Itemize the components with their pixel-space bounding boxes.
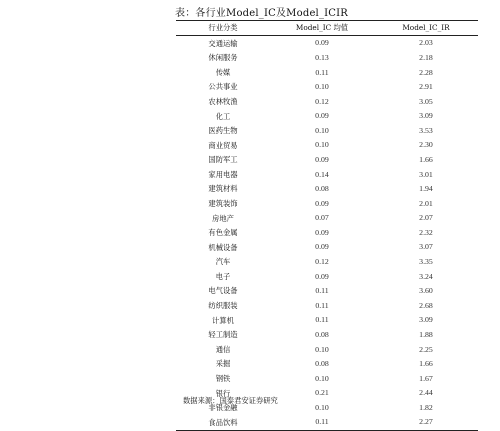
ic-ir-cell: 2.01 (419, 198, 433, 208)
industry-cell: 钢铁 (215, 373, 231, 383)
ic-mean-cell: 0.12 (315, 257, 329, 267)
data-source-note: 数据来源：国泰君安证券研究 (183, 396, 278, 405)
ic-ir-cell: 2.30 (419, 140, 433, 150)
header-industry: 行业分类 (208, 23, 238, 33)
table-body (176, 36, 478, 430)
industry-cell: 医药生物 (208, 126, 238, 136)
industry-cell: 银行 (215, 388, 231, 398)
table-row (176, 80, 478, 95)
table-row (176, 298, 478, 313)
industry-cell: 汽车 (215, 257, 231, 267)
ic-mean-cell: 0.11 (315, 286, 329, 296)
ic-mean-cell: 0.10 (315, 373, 329, 383)
ic-ir-cell: 2.91 (419, 82, 433, 92)
ic-ir-cell: 2.03 (419, 38, 433, 48)
industry-cell: 家用电器 (208, 169, 238, 179)
ic-mean-cell: 0.09 (315, 38, 329, 48)
ic-ir-cell: 1.82 (419, 402, 433, 412)
ic-ir-cell: 3.05 (419, 96, 433, 106)
ic-mean-cell: 0.09 (315, 242, 329, 252)
table-row (176, 182, 478, 197)
table-row (176, 196, 478, 211)
industry-cell: 有色金属 (208, 228, 238, 238)
ic-ir-cell: 3.09 (419, 111, 433, 121)
ic-ir-cell: 1.67 (419, 373, 433, 383)
industry-cell: 建筑材料 (208, 184, 238, 194)
industry-cell: 非银金融 (208, 403, 238, 413)
table-caption: 表：各行业Model_IC及Model_ICIR (175, 8, 349, 19)
table-row (176, 167, 478, 182)
ic-ir-cell: 1.88 (419, 329, 433, 339)
table-row (176, 226, 478, 241)
table-row (176, 36, 478, 51)
ic-mean-cell: 0.08 (315, 329, 329, 339)
ic-mean-cell: 0.11 (315, 315, 329, 325)
ic-ir-cell: 3.53 (419, 125, 433, 135)
industry-cell: 计算机 (212, 315, 234, 325)
table-row (176, 51, 478, 66)
table-row (176, 269, 478, 284)
table-row (176, 371, 478, 386)
ic-ir-cell: 2.25 (419, 344, 433, 354)
industry-cell: 采掘 (215, 359, 231, 369)
ic-ir-cell: 3.01 (419, 169, 433, 179)
table-row (176, 138, 478, 153)
ic-mean-cell: 0.09 (315, 111, 329, 121)
ic-mean-cell: 0.10 (315, 402, 329, 412)
industry-cell: 休闲服务 (208, 53, 238, 63)
ic-ir-cell: 2.27 (419, 417, 433, 427)
ic-ir-cell: 3.09 (419, 315, 433, 325)
industry-ic-table (176, 20, 478, 431)
ic-mean-cell: 0.09 (315, 271, 329, 281)
ic-ir-cell: 2.44 (419, 388, 433, 398)
table-row (176, 94, 478, 109)
ic-mean-cell: 0.07 (315, 213, 329, 223)
ic-ir-cell: 3.24 (419, 271, 433, 281)
ic-mean-cell: 0.11 (315, 67, 329, 77)
ic-ir-cell: 3.07 (419, 242, 433, 252)
ic-ir-cell: 1.66 (419, 155, 433, 165)
ic-mean-cell: 0.21 (315, 388, 329, 398)
industry-cell: 传媒 (215, 67, 231, 77)
ic-mean-cell: 0.12 (315, 96, 329, 106)
ic-mean-cell: 0.09 (315, 155, 329, 165)
ic-mean-cell: 0.10 (315, 344, 329, 354)
ic-mean-cell: 0.10 (315, 140, 329, 150)
industry-cell: 国防军工 (208, 155, 238, 165)
table-row (176, 313, 478, 328)
table-row (176, 415, 478, 430)
industry-cell: 商业贸易 (208, 140, 238, 150)
ic-mean-cell: 0.08 (315, 359, 329, 369)
ic-mean-cell: 0.11 (315, 417, 329, 427)
ic-mean-cell: 0.08 (315, 184, 329, 194)
ic-ir-cell: 2.28 (419, 67, 433, 77)
table-row (176, 109, 478, 124)
industry-cell: 农林牧渔 (208, 96, 238, 106)
industry-cell: 电气设备 (208, 286, 238, 296)
ic-ir-cell: 3.35 (419, 257, 433, 267)
table-row (176, 211, 478, 226)
ic-mean-cell: 0.09 (315, 227, 329, 237)
ic-ir-cell: 3.60 (419, 286, 433, 296)
industry-cell: 机械设备 (208, 242, 238, 252)
ic-ir-cell: 1.94 (419, 184, 433, 194)
ic-mean-cell: 0.11 (315, 300, 329, 310)
ic-mean-cell: 0.10 (315, 125, 329, 135)
table-row (176, 65, 478, 80)
header-model-ic-ir: Model_IC_IR (402, 23, 450, 33)
industry-cell: 轻工制造 (208, 330, 238, 340)
industry-cell: 交通运输 (208, 38, 238, 48)
ic-ir-cell: 2.68 (419, 300, 433, 310)
industry-cell: 纺织服装 (208, 301, 238, 311)
ic-mean-cell: 0.10 (315, 82, 329, 92)
industry-cell: 建筑装饰 (208, 199, 238, 208)
table-row (176, 342, 478, 357)
ic-mean-cell: 0.14 (315, 169, 329, 179)
table-row (176, 153, 478, 168)
table-header-row (176, 21, 478, 36)
ic-ir-cell: 1.66 (419, 359, 433, 369)
table-row (176, 255, 478, 270)
industry-cell: 公共事业 (208, 82, 238, 92)
industry-cell: 食品饮料 (208, 417, 238, 427)
table-row (176, 240, 478, 255)
table-row (176, 284, 478, 299)
industry-cell: 通信 (215, 344, 231, 354)
ic-mean-cell: 0.09 (315, 198, 329, 208)
ic-ir-cell: 2.07 (419, 213, 433, 223)
table-row (176, 123, 478, 138)
industry-cell: 化工 (215, 111, 231, 121)
table-row (176, 328, 478, 343)
industry-cell: 房地产 (212, 213, 234, 223)
industry-cell: 电子 (215, 271, 231, 281)
table-row (176, 357, 478, 372)
ic-ir-cell: 2.32 (419, 227, 433, 237)
ic-mean-cell: 0.13 (315, 52, 329, 62)
header-model-ic-mean: Model_IC 均值 (295, 23, 349, 33)
ic-ir-cell: 2.18 (419, 52, 433, 62)
